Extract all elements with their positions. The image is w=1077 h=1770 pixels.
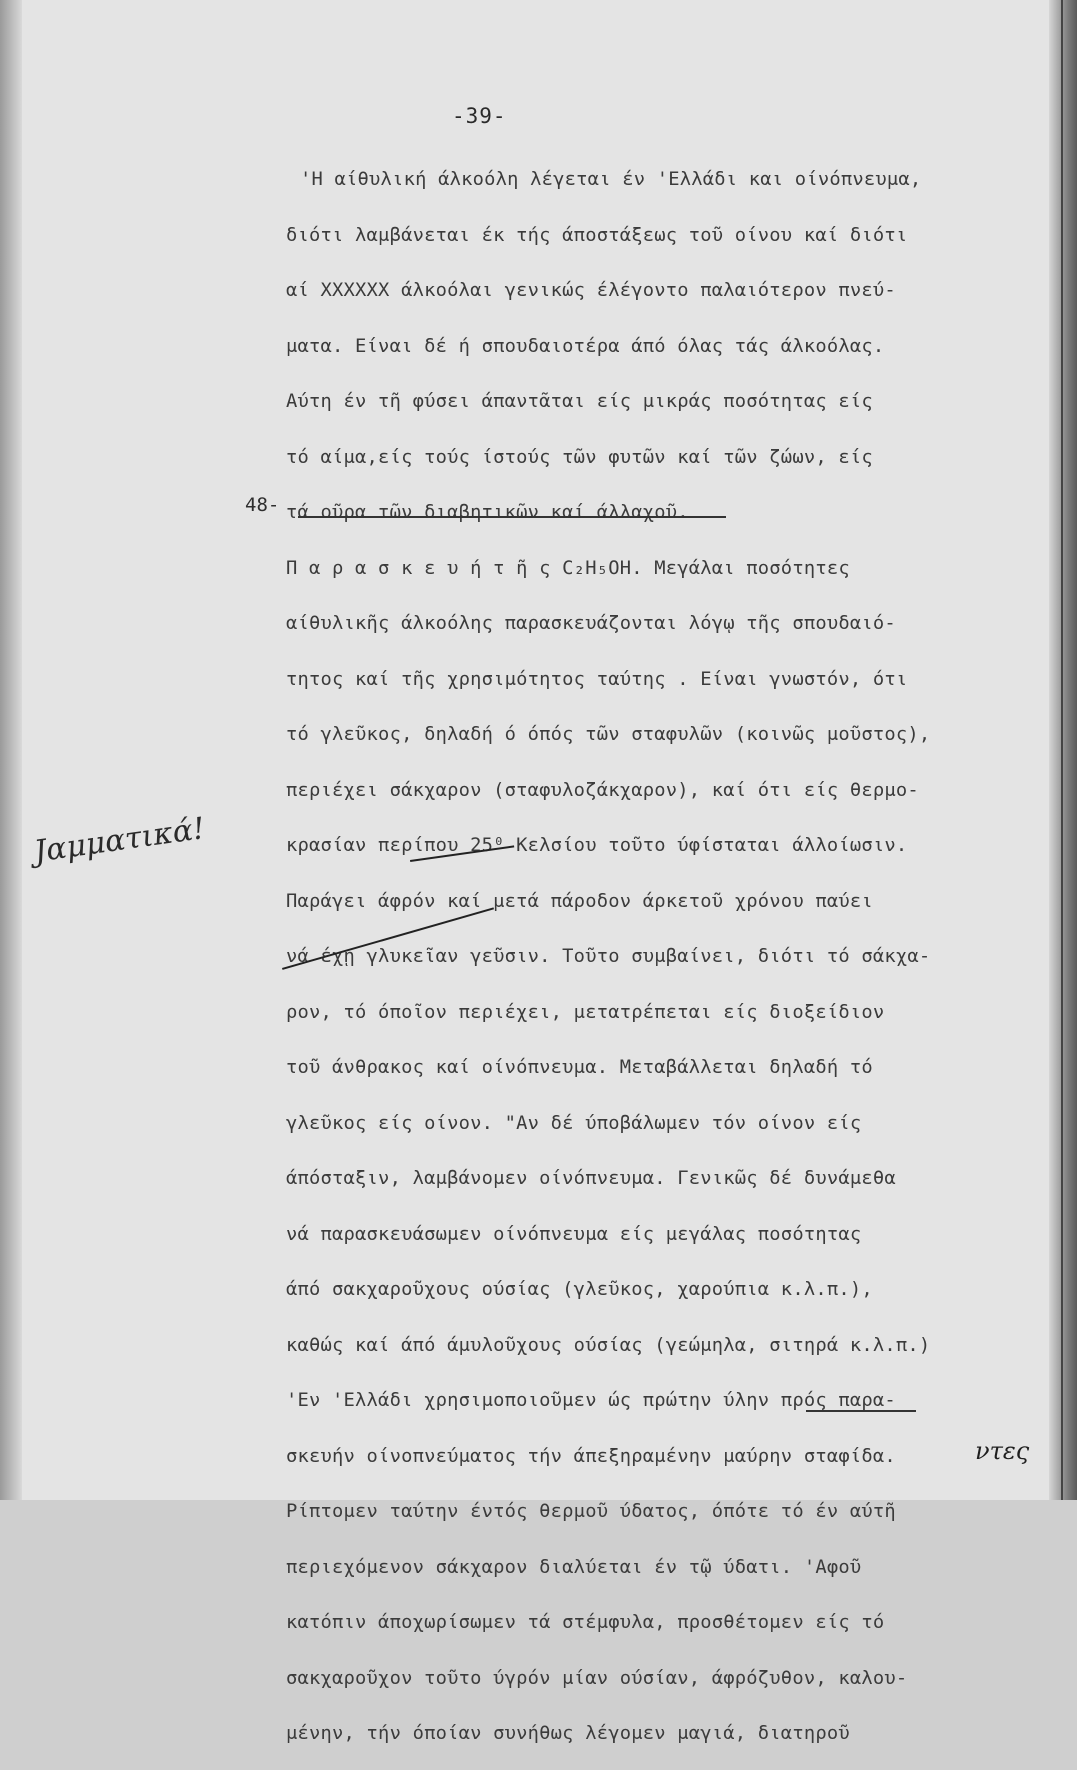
text-line-21: άπό σακχαροῦχους ούσίας (γλεῦκος, χαρούπια κ.λ.π.), [286, 1279, 873, 1300]
text-line-6: τό αίμα,είς τούς ίστούς τῶν φυτῶν καί τῶν ζώων, είς [286, 446, 873, 468]
text-line-17: τοῦ άνθρακος καί οίνόπνευμα. Μεταβάλλεται δηλαδή τό [286, 1057, 873, 1078]
text-line-24: σκευήν οίνοπνεύματος τήν άπεξηραμένην μαύρην σταφίδα. [286, 1445, 896, 1467]
text-line-27: κατόπιν άποχωρίσωμεν τά στέμφυλα, προσθέτομεν είς τό [286, 1612, 885, 1633]
text-line-9: αίθυλικῆς άλκοόλης παρασκευάζονται λόγῳ τῆς σπουδαιό- [286, 613, 896, 634]
text-line-10: τητος καί τῆς χρησιμότητος ταύτης . Είναι γνωστόν, ότι [286, 668, 908, 690]
text-line-15: νά έχῃ γλυκεῖαν γεῦσιν. Τοῦτο συμβαίνει, διότι τό σάκχα- [286, 946, 931, 967]
text-line-22: καθώς καί άπό άμυλοῦχους ούσίας (γεώμηλα, σιτηρά κ.λ.π.) [286, 1334, 931, 1356]
heading-underline [298, 516, 726, 518]
text-line-25: Ρίπτομεν ταύτην έντός θερμοῦ ύδατος, όπότε τό έν αύτῆ [286, 1501, 896, 1522]
text-line-4: ματα. Είναι δέ ή σπουδαιοτέρα άπό όλας τάς άλκοόλας. [286, 335, 885, 357]
word-underline [806, 1410, 916, 1412]
text-line-26: περιεχόμενον σάκχαρον διαλύεται έν τῷ ύδατι. 'Αφοῦ [286, 1556, 862, 1578]
text-line-1: 'Η αίθυλική άλκοόλη λέγεται έν 'Ελλάδι και οίνόπνευμα, [300, 169, 922, 190]
text-line-7: τά οῦρα τῶν διαβητικῶν καί άλλαχοῦ. [286, 502, 689, 523]
text-line-18: γλεῦκος είς οίνον. "Αν δέ ύποβάλωμεν τόν οίνον είς [286, 1112, 862, 1134]
text-line-2: διότι λαμβάνεται έκ τής άποστάξεως τοῦ οίνου καί διότι [286, 224, 908, 246]
text-line-12: περιέχει σάκχαρον (σταφυλοζάκχαρον), καί ότι είς θερμο- [286, 779, 919, 801]
margin-handwritten-note: Jαμματικά! [32, 811, 208, 870]
binding-line [1061, 0, 1063, 1500]
text-line-29: μένην, τήν όποίαν συνήθως λέγομεν μαγιά, διατηροῦ [286, 1723, 850, 1744]
text-line-16: ρον, τό όποῖον περιέχει, μετατρέπεται είς διοξείδιον [286, 1001, 885, 1023]
text-line-5: Αύτη έν τῆ φύσει άπαντᾶται είς μικράς ποσότητας είς [286, 391, 873, 412]
text-line-14: Παράγει άφρόν καί μετά πάροδον άρκετοῦ χρόνου παύει [286, 890, 873, 912]
page-left-edge [0, 0, 22, 1500]
body-text [286, 160, 1056, 1770]
text-line-19: άπόσταξιν, λαμβάνομεν οίνόπνευμα. Γενικῶς δέ δυνάμεθα [286, 1168, 896, 1189]
text-line-11: τό γλεῦκος, δηλαδή ό όπός τῶν σταφυλῶν (κοινῶς μοῦστος), [286, 724, 931, 745]
handwritten-correction: ντες [975, 1437, 1030, 1465]
section-heading-line: Π α ρ α σ κ ε υ ή τ ῆ ς C₂H₅OH. Μεγάλαι ποσότητες [286, 557, 850, 579]
page-number: -39- [452, 104, 507, 128]
text-line-20: νά παρασκευάσωμεν οίνόπνευμα είς μεγάλας ποσότητας [286, 1223, 862, 1245]
section-number: 48- [245, 494, 280, 516]
text-line-13: κρασίαν περίπου 25⁰ Κελσίου τοῦτο ύφίσταται άλλοίωσιν. [286, 835, 908, 856]
text-line-23: 'Εν 'Ελλάδι χρησιμοποιοῦμεν ώς πρώτην ύλην πρός παρα- [286, 1390, 896, 1411]
text-line-28: σακχαροῦχον τοῦτο ύγρόν μίαν ούσίαν, άφρόζυθον, καλου- [286, 1667, 908, 1689]
text-line-3: αί XXXXXX άλκοόλαι γενικώς έλέγοντο παλαιότερον πνεύ- [286, 280, 896, 301]
